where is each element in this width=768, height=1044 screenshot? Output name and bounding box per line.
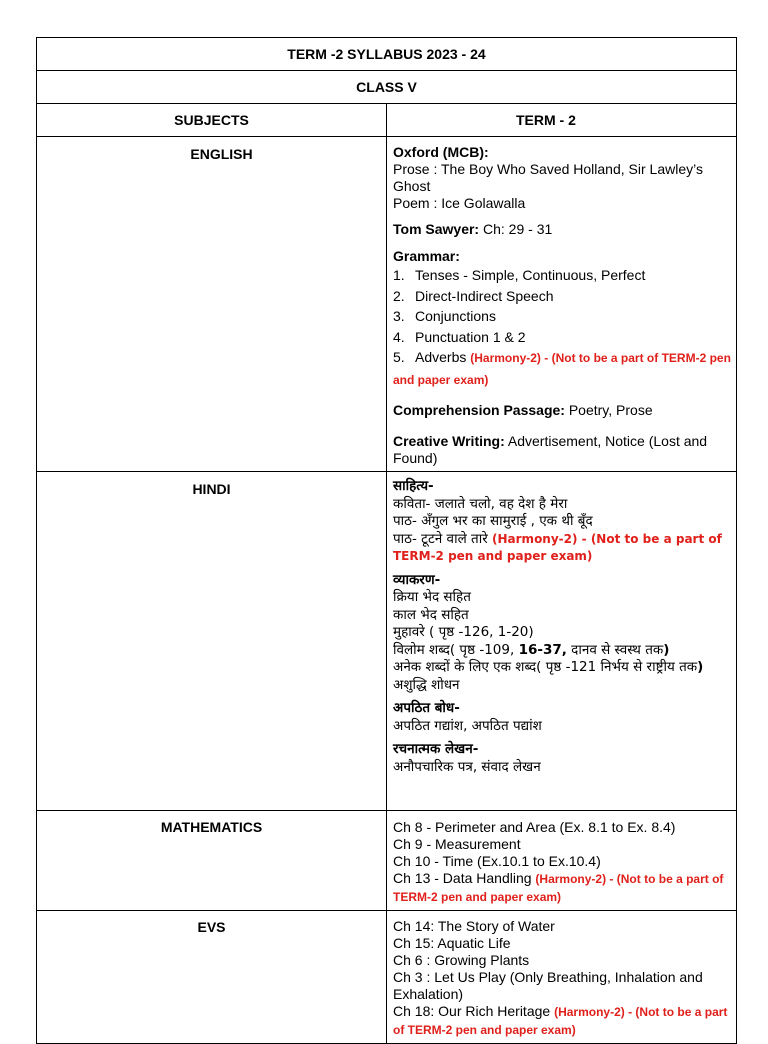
syllabus-content-hindi — [387, 472, 737, 811]
syllabus-title: TERM -2 SYLLABUS 2023 - 24 — [37, 38, 737, 71]
list-item — [393, 327, 736, 348]
poem-line: Poem : Ice Golawalla — [393, 195, 526, 211]
vilom-text-d: ) — [663, 641, 670, 658]
list-item: Ch 9 - Measurement — [393, 836, 521, 852]
creative-writing-line — [393, 433, 736, 467]
list-number: 1. — [393, 267, 405, 283]
rachna-block — [393, 741, 736, 776]
harmony-note: (Harmony-2) - (Not to be a part of TERM-2 pen and paper exam) — [393, 351, 731, 387]
rachna-line: अनौपचारिक पत्र, संवाद लेखन — [393, 758, 541, 775]
rachna-heading: रचनात्मक लेखन- — [393, 741, 479, 757]
list-item — [393, 286, 736, 307]
vyakaran-block — [393, 572, 736, 695]
harmony-note: (Harmony-2) - (Not to be a part of TERM-2 pen and paper exam) — [393, 1005, 728, 1037]
comprehension-line — [393, 402, 736, 419]
syllabus-content-english — [387, 137, 737, 472]
creative-writing-value: Advertisement, Notice (Lost and Found) — [393, 433, 708, 466]
column-header-subjects: SUBJECTS — [37, 104, 387, 137]
syllabus-table — [36, 37, 737, 1044]
muhavare-line: मुहावरे ( पृष्ठ -126, 1-20) — [393, 624, 534, 640]
list-number: 5. — [393, 349, 405, 365]
grammar-heading: Grammar: — [393, 248, 460, 264]
vilom-text-c: दानव से स्वस्थ तक — [566, 641, 664, 658]
list-item: Ch 15: Aquatic Life — [393, 935, 511, 951]
path-line-1: पाठ- अँगुल भर का सामुराई , एक थी बूँद — [393, 513, 593, 529]
class-heading: CLASS V — [37, 71, 737, 104]
creative-writing-label: Creative Writing: — [393, 433, 505, 449]
oxford-block — [393, 144, 736, 212]
list-item — [393, 265, 736, 286]
anek-close: ) — [697, 659, 704, 675]
list-text: Punctuation 1 & 2 — [415, 328, 526, 345]
column-header-term: TERM - 2 — [387, 104, 737, 137]
prose-line: Prose : The Boy Who Saved Holland, Sir Lawley’s Ghost — [393, 161, 703, 194]
tom-sawyer-value: Ch: 29 - 31 — [479, 221, 553, 237]
list-text: Adverbs — [415, 349, 471, 365]
list-item — [393, 347, 736, 390]
path-line-2 — [393, 531, 736, 566]
vilom-text-a: विलोम शब्द( पृष्ठ -109, — [393, 641, 519, 658]
sahitya-heading: साहित्य- — [393, 478, 434, 494]
kaal-line: काल भेद सहित — [393, 606, 469, 623]
list-item: Ch 8 - Perimeter and Area (Ex. 8.1 to Ex. 8.4) — [393, 819, 676, 835]
tom-sawyer-label: Tom Sawyer: — [393, 221, 480, 237]
subject-name: HINDI — [37, 472, 387, 811]
subject-row-english — [37, 137, 737, 472]
subject-name: MATHEMATICS — [37, 811, 387, 911]
grammar-block — [393, 248, 736, 390]
list-item: Ch 10 - Time (Ex.10.1 to Ex.10.4) — [393, 853, 601, 869]
harmony-note: (Harmony-2) - (Not to be a part of TERM-2 pen and paper exam) — [393, 872, 724, 904]
list-text: Ch 18: Our Rich Heritage — [393, 1003, 555, 1019]
list-item: Ch 3 : Let Us Play (Only Breathing, Inhalation and Exhalation) — [393, 969, 703, 1002]
tom-sawyer-line — [393, 221, 736, 238]
apathit-block — [393, 700, 736, 735]
kriya-line: क्रिया भेद सहित — [393, 589, 471, 605]
ashuddhi-line: अशुद्धि शोधन — [393, 676, 460, 693]
list-item — [393, 306, 736, 327]
subject-row-hindi — [37, 472, 737, 811]
list-item: Ch 14: The Story of Water — [393, 918, 555, 934]
subject-name: ENGLISH — [37, 137, 387, 472]
list-item — [393, 1003, 736, 1039]
anek-text: अनेक शब्दों के लिए एक शब्द( पृष्ठ -121 निर्भय से राष्ट्रीय तक — [393, 659, 698, 675]
list-text: Direct-Indirect Speech — [415, 287, 554, 304]
list-item — [393, 870, 736, 906]
path-line-2-text: पाठ- टूटने वाले तारे — [393, 530, 493, 547]
apathit-heading: अपठित बोध- — [393, 700, 460, 716]
vyakaran-heading: व्याकरण- — [393, 571, 441, 588]
kavita-line: कविता- जलाते चलो, वह देश है मेरा — [393, 495, 568, 512]
comprehension-label: Comprehension Passage: — [393, 402, 565, 418]
list-text: Conjunctions — [415, 308, 496, 324]
list-number: 3. — [393, 308, 405, 324]
comprehension-value: Poetry, Prose — [564, 402, 653, 418]
syllabus-content-mathematics — [387, 811, 737, 911]
sahitya-block — [393, 478, 736, 566]
subject-row-mathematics — [37, 811, 737, 911]
subject-name: EVS — [37, 911, 387, 1044]
list-text: Ch 13 - Data Handling — [393, 870, 536, 886]
list-number: 2. — [393, 287, 405, 304]
vilom-line — [393, 642, 736, 660]
vilom-text-b: 16-37, — [518, 641, 567, 658]
harmony-note: (Harmony-2) - (Not to be a part of TERM-2 pen and paper exam) — [393, 531, 722, 563]
oxford-heading: Oxford (MCB): — [393, 144, 489, 160]
apathit-line: अपठित गद्यांश, अपठित पद्यांश — [393, 717, 542, 734]
anek-line — [393, 659, 736, 677]
list-item: Ch 6 : Growing Plants — [393, 952, 530, 968]
grammar-list — [393, 265, 736, 390]
list-number: 4. — [393, 328, 405, 345]
list-text: Tenses - Simple, Continuous, Perfect — [415, 267, 646, 283]
